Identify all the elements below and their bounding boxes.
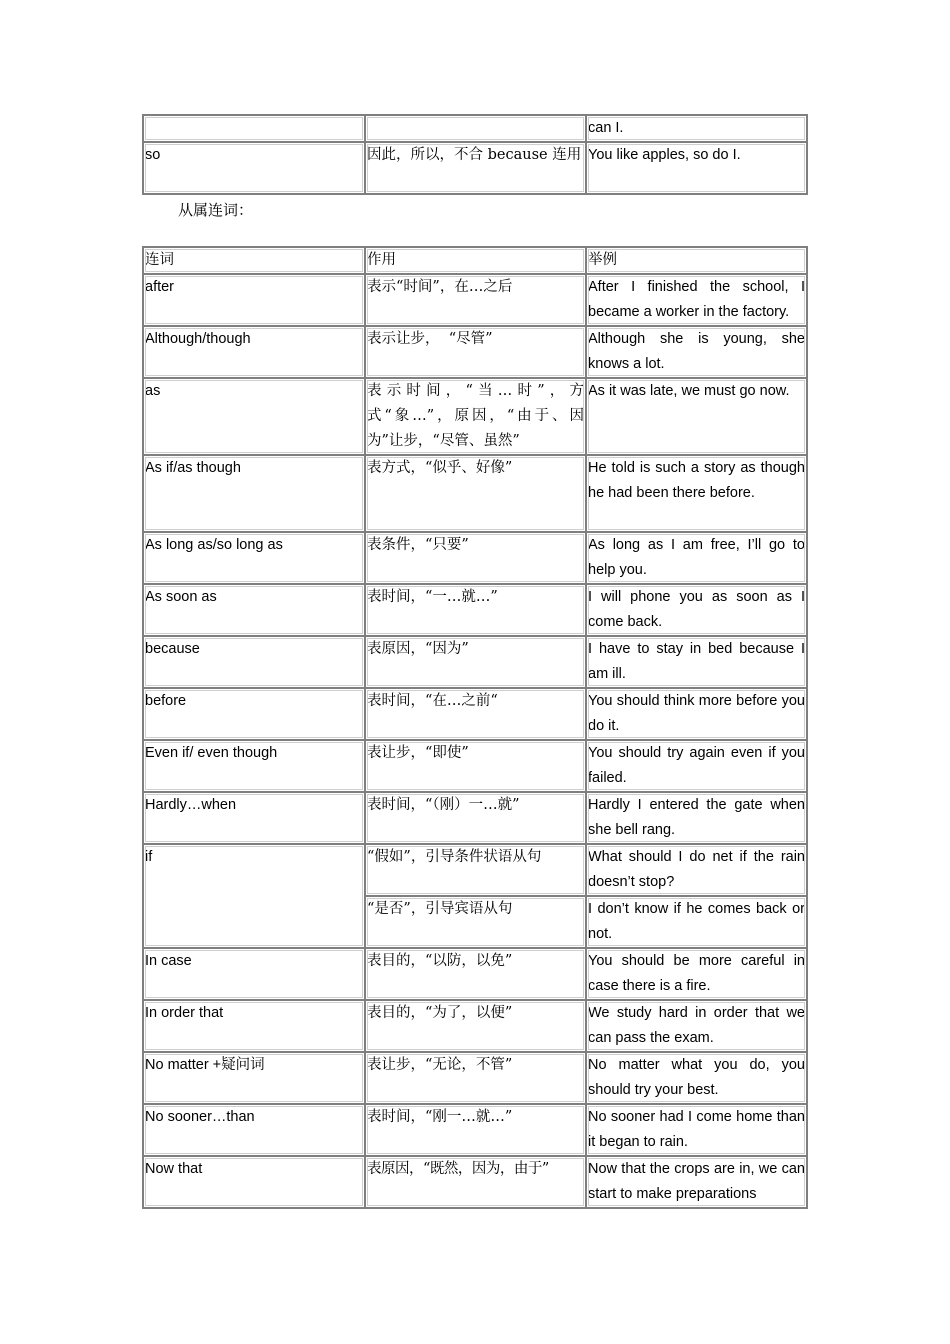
conjunction-cell: Hardly…when — [143, 792, 365, 844]
function-cell: “假如”，引导条件状语从句 — [365, 844, 586, 896]
coordinating-conjunctions-table — [142, 114, 808, 195]
conjunction-cell — [143, 115, 365, 142]
section-title: 从属连词： — [178, 201, 254, 219]
conjunction-cell: before — [143, 688, 365, 740]
conjunction-cell: as — [143, 378, 365, 455]
function-cell: 表示让步， “尽管” — [365, 326, 586, 378]
table-row — [143, 1052, 807, 1104]
table-row — [143, 1104, 807, 1156]
conjunction-cell: No sooner…than — [143, 1104, 365, 1156]
table-row — [143, 1156, 807, 1208]
function-cell: 表条件，“只要” — [365, 532, 586, 584]
table-row — [143, 274, 807, 326]
example-cell: As it was late, we must go now. — [586, 378, 807, 455]
function-cell: 表时间，“（刚）一…就” — [365, 792, 586, 844]
example-cell: You should be more careful in case there is a fire. — [586, 948, 807, 1000]
conjunction-cell: Although/though — [143, 326, 365, 378]
table-row — [143, 455, 807, 532]
example-cell: After I finished the school, I became a worker in the factory. — [586, 274, 807, 326]
table-row — [143, 1000, 807, 1052]
example-cell: What should I do net if the rain doesn’t stop? — [586, 844, 807, 896]
table-row — [143, 532, 807, 584]
table-row — [143, 115, 807, 142]
conjunction-cell: As long as/so long as — [143, 532, 365, 584]
function-cell: 表目的，“以防，以免” — [365, 948, 586, 1000]
conjunction-cell: As if/as though — [143, 455, 365, 532]
example-cell: Hardly I entered the gate when she bell rang. — [586, 792, 807, 844]
conjunction-cell: so — [143, 142, 365, 194]
example-cell: He told is such a story as though he had been there before. — [586, 455, 807, 532]
example-cell: You should try again even if you failed. — [586, 740, 807, 792]
subordinating-conjunctions-table — [142, 246, 808, 1209]
table-header-row — [143, 247, 807, 274]
function-cell: 表方式，“似乎、好像” — [365, 455, 586, 532]
function-cell: 表时间，“在…之前“ — [365, 688, 586, 740]
conjunction-cell: Now that — [143, 1156, 365, 1208]
conjunction-cell: In order that — [143, 1000, 365, 1052]
table-row — [143, 844, 807, 896]
function-cell — [365, 115, 586, 142]
table-row — [143, 948, 807, 1000]
conjunction-cell: if — [143, 844, 365, 948]
function-cell: 表让步，“即使” — [365, 740, 586, 792]
conjunction-cell: because — [143, 636, 365, 688]
example-cell: I have to stay in bed because I am ill. — [586, 636, 807, 688]
example-cell: As long as I am free, I’ll go to help you. — [586, 532, 807, 584]
function-cell: “是否”，引导宾语从句 — [365, 896, 586, 948]
table-row — [143, 636, 807, 688]
function-cell: 表原因，“既然，因为，由于” — [365, 1156, 586, 1208]
example-cell: No matter what you do, you should try your best. — [586, 1052, 807, 1104]
function-cell: 因此，所以，不合 because 连用 — [365, 142, 586, 194]
example-cell: No sooner had I come home than it began to rain. — [586, 1104, 807, 1156]
header-conjunction: 连词 — [143, 247, 365, 274]
table-row — [143, 792, 807, 844]
header-function: 作用 — [365, 247, 586, 274]
function-cell: 表时间，“刚一…就…” — [365, 1104, 586, 1156]
function-cell: 表原因，“因为” — [365, 636, 586, 688]
conjunction-cell: Even if/ even though — [143, 740, 365, 792]
example-cell: can I. — [586, 115, 807, 142]
example-cell: We study hard in order that we can pass the exam. — [586, 1000, 807, 1052]
example-cell: You like apples, so do I. — [586, 142, 807, 194]
conjunction-cell: In case — [143, 948, 365, 1000]
conjunction-cell: after — [143, 274, 365, 326]
function-cell: 表示时间，“当…时”，方式“象…”，原因，“由于、因为”让步，“尽管、虽然” — [365, 378, 586, 455]
example-cell: I don’t know if he comes back or not. — [586, 896, 807, 948]
table-row — [143, 378, 807, 455]
table-row — [143, 584, 807, 636]
function-cell: 表示“时间”，在…之后 — [365, 274, 586, 326]
table-row — [143, 326, 807, 378]
example-cell: Although she is young, she knows a lot. — [586, 326, 807, 378]
function-cell: 表时间，“一…就…” — [365, 584, 586, 636]
example-cell: I will phone you as soon as I come back. — [586, 584, 807, 636]
conjunction-cell: As soon as — [143, 584, 365, 636]
conjunction-cell: No matter +疑问词 — [143, 1052, 365, 1104]
function-cell: 表让步，“无论，不管” — [365, 1052, 586, 1104]
table-row — [143, 142, 807, 194]
function-cell: 表目的，“为了，以便” — [365, 1000, 586, 1052]
example-cell: Now that the crops are in, we can start to make preparations — [586, 1156, 807, 1208]
example-cell: You should think more before you do it. — [586, 688, 807, 740]
table-row — [143, 688, 807, 740]
table-row — [143, 740, 807, 792]
header-example: 举例 — [586, 247, 807, 274]
